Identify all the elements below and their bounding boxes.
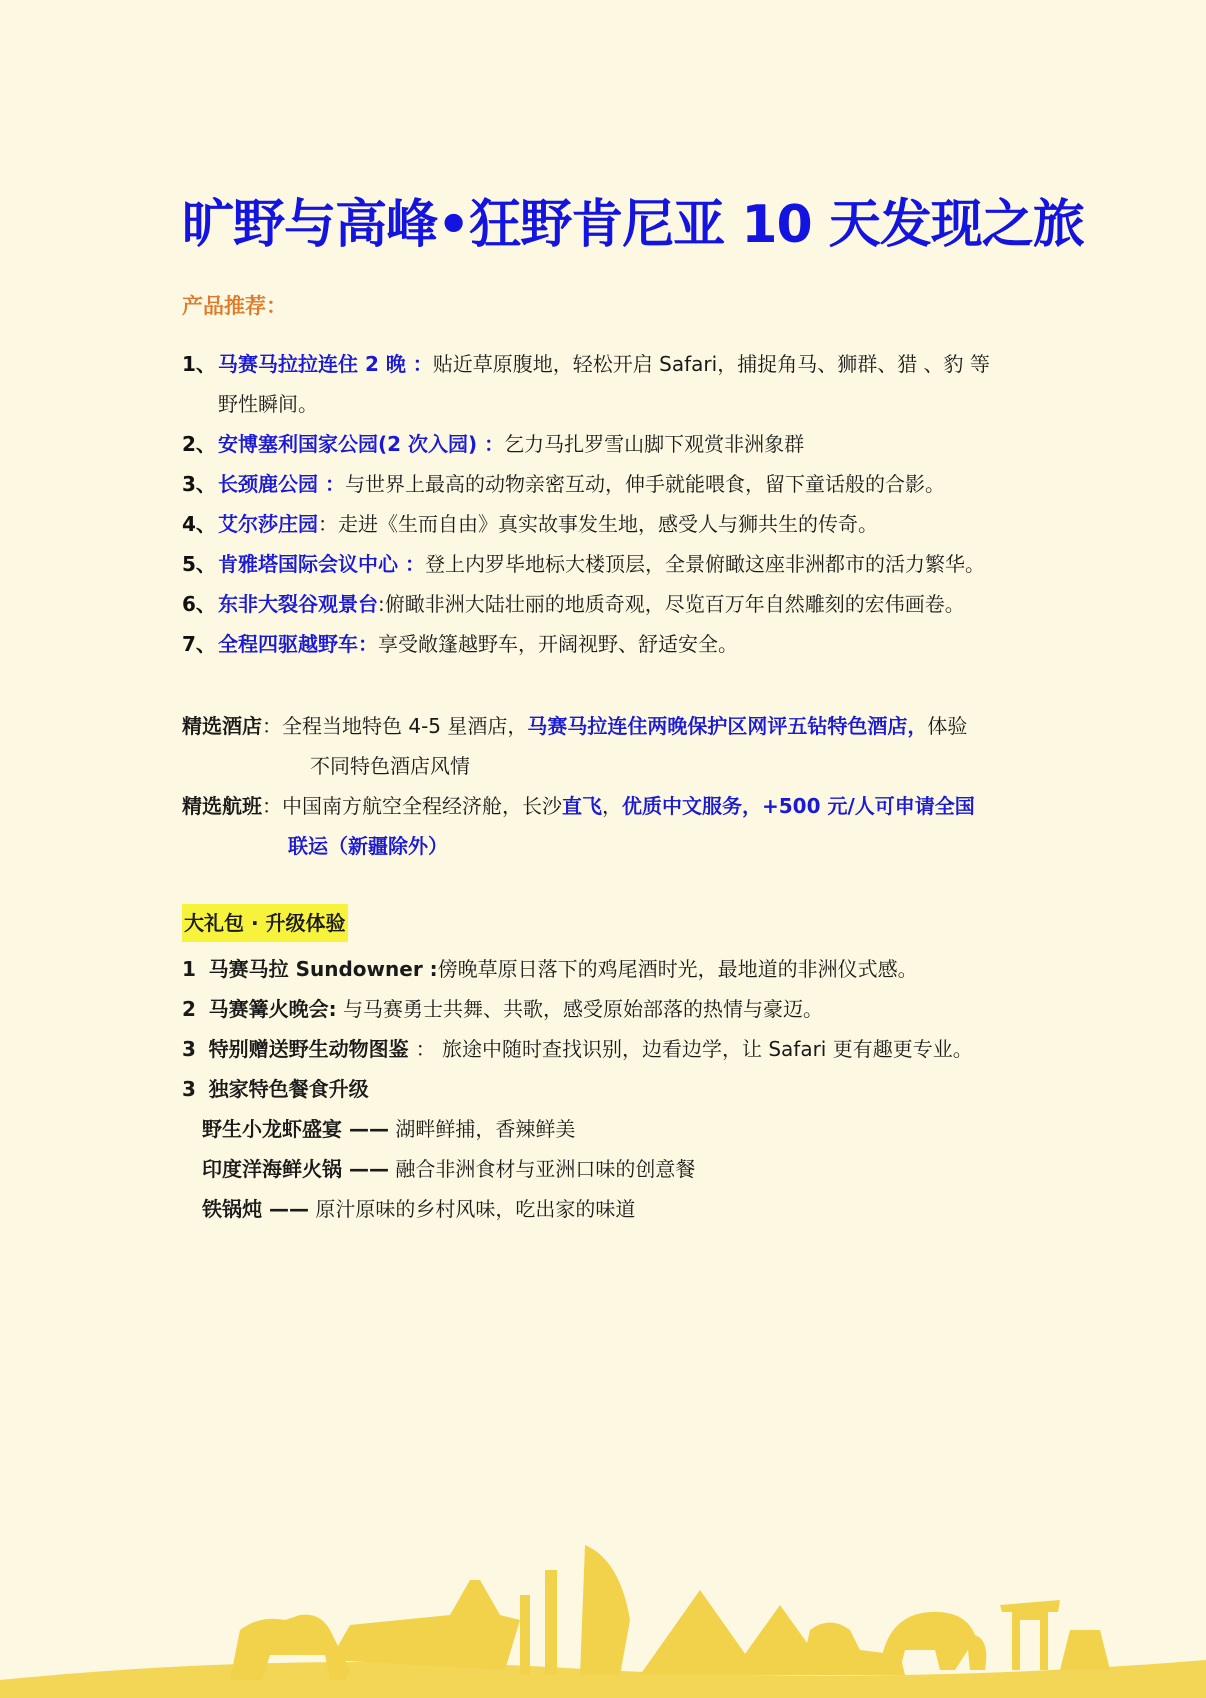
item-desc: ：走进《生而自由》真实故事发生地，感受人与狮共生的传奇。 [318,512,878,536]
gift-number: 1 [182,957,196,981]
item-desc: 享受敞篷越野车，开阔视野、舒适安全。 [378,632,738,656]
flight-text: ：中国南方航空全程经济舱，长沙 [262,794,562,818]
gift-list [182,949,1027,1229]
gift-name: 马赛马拉 Sundowner : [208,957,438,981]
hotel-line-2: 不同特色酒店风情 [310,754,470,778]
skyline-silhouettes [230,1545,1110,1680]
item-number: 1、 [182,352,216,376]
item-number: 3、 [182,472,216,496]
gift-desc: 与马赛勇士共舞、共歌，感受原始部落的热情与豪迈。 [336,997,823,1021]
item-number: 5、 [182,552,216,576]
torii-gate-silhouette [1000,1600,1060,1670]
flight-line [182,786,1027,826]
gift-name: 马赛篝火晚会: [208,997,337,1021]
tower-silhouette [545,1570,557,1675]
gift-item [182,989,1027,1029]
gift-desc: ： 旅途中随时查找识别，边看边学，让 Safari 更有趣更专业。 [415,1037,973,1061]
item-name: 肯雅塔国际会议中心 ： [218,552,425,576]
item-name: 全程四驱越野车： [218,632,378,656]
item-name: 艾尔莎庄园 [218,512,318,536]
temple-silhouette [1060,1630,1110,1670]
list-item [182,624,1027,664]
hotel-line [182,706,1027,746]
hotel-highlight: 马赛马拉连住两晚保护区网评五钻特色酒店， [527,714,928,738]
item-number: 2、 [182,432,216,456]
elephant-silhouette [880,1612,986,1670]
gift-heading: 大礼包 · 升级体验 [182,904,348,942]
item-desc: 乞力马扎罗雪山脚下观赏非洲象群 [504,432,805,456]
hotel-text-end: 体验 [927,714,968,738]
list-item [182,344,1027,384]
gift-item [182,1029,1027,1069]
list-item [182,424,1027,464]
meal-item [182,1189,1027,1229]
list-item [182,464,1027,504]
meal-desc: 湖畔鲜捕，香辣鲜美 [388,1117,576,1141]
item-desc: 与世界上最高的动物亲密互动，伸手就能喂食，留下童话般的合影。 [344,472,945,496]
item-name: 安博塞利国家公园(2 次入园) ： [218,432,505,456]
flight-highlight-direct: 直飞 [562,794,602,818]
recommend-label: 产品推荐： [182,294,287,318]
meal-item [182,1149,1027,1189]
list-item-continuation [182,384,1027,424]
item-desc: 贴近草原腹地，轻松开启 Safari，捕捉角马、狮群、猎 、豹 等 [432,352,990,376]
gift-name: 特别赠送野生动物图鉴 [208,1037,416,1061]
item-number: 7、 [182,632,216,656]
item-name: 长颈鹿公园 ： [218,472,345,496]
flight-line-2: 联运（新疆除外） [288,834,448,858]
item-name: 马赛马拉拉连住 2 晚 ： [218,352,433,376]
recommend-list [182,344,1027,664]
africa-skyline-illustration [0,1520,1206,1698]
info-section [182,706,1027,866]
meal-name: 铁锅炖 —— [202,1197,309,1221]
meal-desc: 融合非洲食材与亚洲口味的创意餐 [388,1157,696,1181]
flight-label: 精选航班 [182,794,262,818]
hotel-text: ：全程当地特色 4-5 星酒店， [262,714,528,738]
meal-item [182,1109,1027,1149]
meal-name: 野生小龙虾盛宴 —— [202,1117,389,1141]
meal-desc: 原汁原味的乡村风味，吃出家的味道 [308,1197,636,1221]
item-name: 东非大裂谷观景台 [218,592,378,616]
sail-building-silhouette [580,1545,630,1675]
gift-name: 独家特色餐食升级 [208,1077,369,1101]
hotel-label: 精选酒店 [182,714,262,738]
item-desc: :俯瞰非洲大陆壮丽的地质奇观，尽览百万年自然雕刻的宏伟画卷。 [378,592,965,616]
gift-number: 3 [182,1037,196,1061]
list-item [182,584,1027,624]
item-desc: 登上内罗毕地标大楼顶层，全景俯瞰这座非洲都市的活力繁华。 [424,552,985,576]
gift-number: 2 [182,997,196,1021]
ship-silhouette [330,1580,520,1670]
item-number: 6、 [182,592,216,616]
item-number: 4、 [182,512,216,536]
gift-number: 3 [182,1077,196,1101]
list-item [182,504,1027,544]
meal-name: 印度洋海鲜火锅 —— [202,1157,389,1181]
list-item [182,544,1027,584]
flight-highlight-service: 优质中文服务，+500 元/人可申请全国 [622,794,975,818]
gift-item [182,1069,1027,1109]
gift-desc: 傍晚草原日落下的鸡尾酒时光，最地道的非洲仪式感。 [437,957,918,981]
tower-silhouette [520,1595,530,1675]
page-title: 旷野与高峰•狂野肯尼亚 10 天发现之旅 [182,195,1084,255]
flight-text-sep: ， [602,794,622,818]
item-desc: 野性瞬间。 [218,392,318,416]
gift-item [182,949,1027,989]
